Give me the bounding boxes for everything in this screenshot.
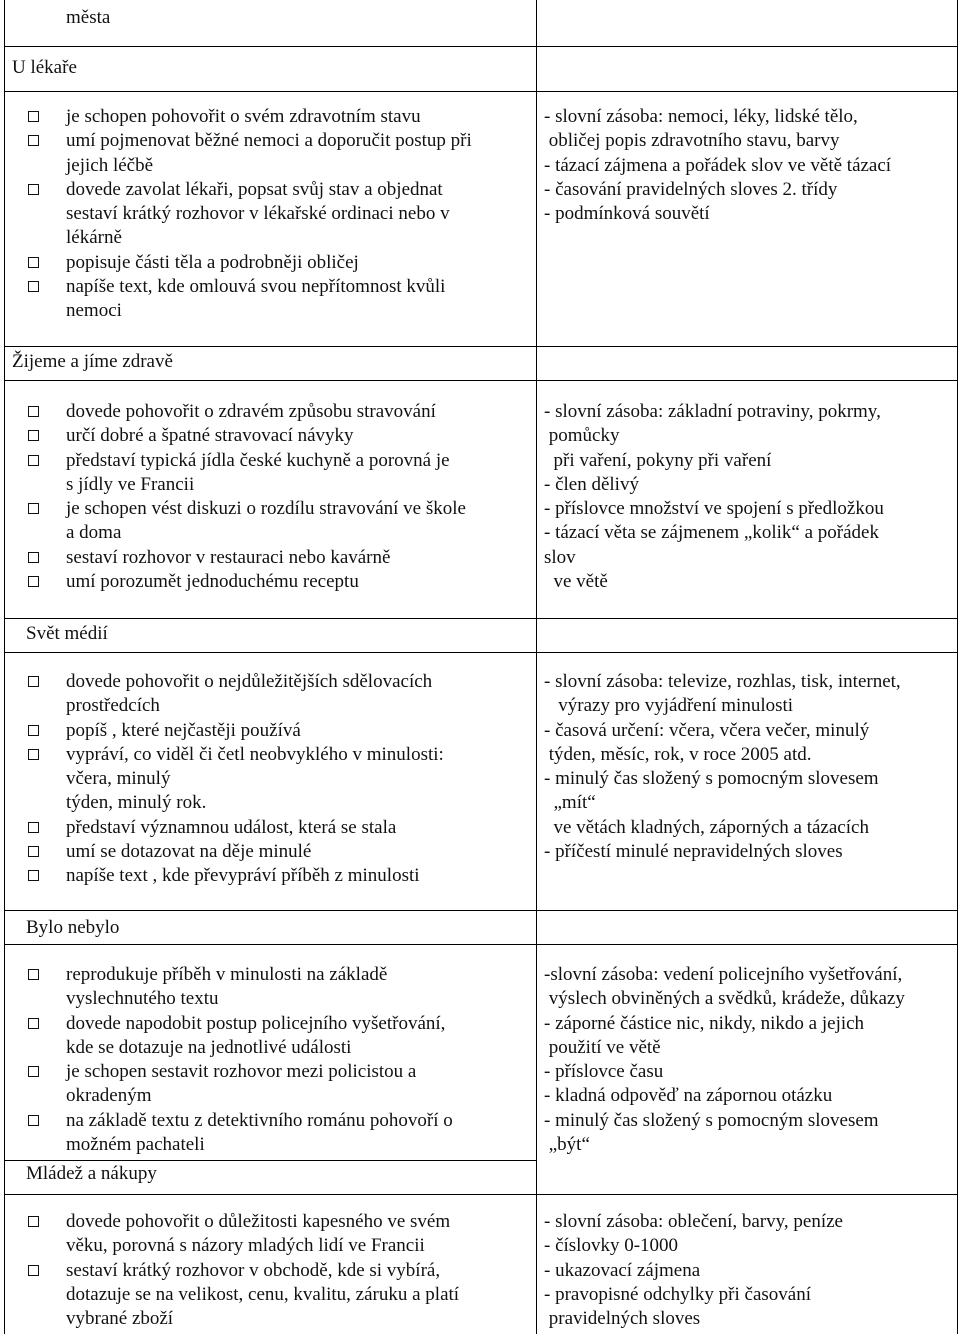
list-item: [12, 1210, 532, 1259]
list-item-text: vyslechnutého textu: [66, 988, 219, 1010]
table-border-right: [957, 0, 958, 1334]
grammar-line: - minulý čas složený s pomocným slovesem: [544, 1109, 879, 1131]
grammar-line: výslech obviněných a svědků, krádeže, důkazy: [544, 988, 905, 1010]
checkbox-bullet-icon: [28, 1216, 39, 1227]
list-item-text: věku, porovná s názory mladých lidí ve Francii: [66, 1235, 425, 1257]
grammar-line: - podmínková souvětí: [544, 203, 710, 225]
checkbox-bullet-icon: [28, 455, 39, 466]
grammar-line: - tázací zájmena a pořádek slov ve větě tázací: [544, 154, 892, 176]
grammar-line: - kladná odpověď na zápornou otázku: [544, 1085, 833, 1107]
section-title-bylo-nebylo: Bylo nebylo: [26, 917, 120, 938]
list-item-text: nemoci: [66, 300, 122, 322]
section-title-u-lekare: U lékaře: [12, 57, 77, 78]
grammar-line: ve větě: [544, 571, 608, 593]
list-item-text: představí typická jídla české kuchyně a porovná je: [66, 449, 450, 471]
checkbox-bullet-icon: [28, 1018, 39, 1029]
grammar-line: slov: [544, 546, 576, 568]
table-row-divider: [4, 91, 958, 92]
table-row-divider: [4, 346, 958, 347]
list-item-text: možném pachateli: [66, 1134, 205, 1156]
section-1-grammar: [544, 400, 954, 594]
checkbox-bullet-icon: [28, 846, 39, 857]
grammar-line: obličej popis zdravotního stavu, barvy: [544, 130, 840, 152]
list-item-text: napíše text , kde převypráví příběh z minulosti: [66, 865, 420, 887]
checkbox-bullet-icon: [28, 257, 39, 268]
list-item: [12, 1109, 532, 1158]
checkbox-bullet-icon: [28, 725, 39, 736]
grammar-line: - časování pravidelných sloves 2. třídy: [544, 178, 838, 200]
checkbox-bullet-icon: [28, 503, 39, 514]
list-item-text: jejich léčbě: [66, 154, 154, 176]
checkbox-bullet-icon: [28, 430, 39, 441]
checkbox-bullet-icon: [28, 1066, 39, 1077]
section-3-grammar: [544, 963, 954, 1157]
grammar-line: týden, měsíc, rok, v roce 2005 atd.: [544, 743, 812, 765]
checkbox-bullet-icon: [28, 1115, 39, 1126]
list-item: [12, 546, 532, 570]
checkbox-bullet-icon: [28, 184, 39, 195]
list-item-text: týden, minulý rok.: [66, 792, 207, 814]
list-item: [12, 424, 532, 448]
table-border-left: [4, 0, 5, 1334]
list-item-text: je schopen pohovořit o svém zdravotním stavu: [66, 106, 421, 127]
list-item: [12, 178, 532, 251]
table-row-divider: [4, 380, 958, 381]
grammar-line: - pravopisné odchylky při časování: [544, 1283, 811, 1305]
list-item: [12, 251, 532, 275]
list-item: [12, 400, 532, 424]
section-4-grammar: [544, 1210, 954, 1331]
list-item: [12, 743, 532, 816]
grammar-line: -slovní zásoba: vedení policejního vyšetřování,: [544, 964, 903, 985]
grammar-line: ve větách kladných, záporných a tázacích: [544, 816, 869, 838]
section-0-grammar: [544, 105, 954, 226]
list-item: [12, 864, 532, 888]
section-title-mladez: Mládež a nákupy: [26, 1163, 157, 1184]
grammar-line: - záporné částice nic, nikdy, nikdo a jejich: [544, 1012, 865, 1034]
grammar-line: pravidelných sloves: [544, 1308, 701, 1330]
table-row-divider: [4, 1194, 958, 1195]
grammar-line: - časová určení: včera, včera večer, minulý: [544, 719, 870, 741]
grammar-line: - ukazovací zájmena: [544, 1259, 701, 1281]
grammar-line: při vaření, pokyny při vaření: [544, 449, 772, 471]
list-item-text: dovede zavolat lékaři, popsat svůj stav a objednat: [66, 178, 443, 200]
list-item-text: určí dobré a špatné stravovací návyky: [66, 425, 354, 447]
list-item-text: kde se dotazuje na jednotlivé události: [66, 1036, 352, 1058]
grammar-line: - slovní zásoba: základní potraviny, pokrmy,: [544, 401, 881, 422]
section-3-list: [12, 963, 532, 1157]
section-title-svet-medii: Svět médií: [26, 623, 108, 644]
list-item-text: vybrané zboží: [66, 1308, 174, 1330]
grammar-line: - slovní zásoba: oblečení, barvy, peníze: [544, 1211, 843, 1232]
list-item-text: okradeným: [66, 1085, 152, 1107]
table-row-divider: [4, 944, 958, 945]
table-border-middle: [536, 0, 537, 1334]
list-item-text: prostředcích: [66, 695, 160, 717]
list-item: [12, 840, 532, 864]
grammar-line: - tázací věta se zájmenem „kolik“ a pořádek: [544, 522, 879, 544]
grammar-line: „mít“: [544, 792, 596, 814]
list-item: [12, 1060, 532, 1109]
list-item-text: dovede pohovořit o nejdůležitějších sdělovacích: [66, 671, 433, 692]
checkbox-bullet-icon: [28, 552, 39, 563]
list-item-text: na základě textu z detektivního románu pohovoří o: [66, 1109, 453, 1131]
grammar-line: - číslovky 0-1000: [544, 1235, 679, 1257]
grammar-line: výrazy pro vyjádření minulosti: [544, 695, 794, 717]
list-item-text: umí porozumět jednoduchému receptu: [66, 571, 359, 593]
section-4-list: [12, 1210, 532, 1331]
list-item: [12, 105, 532, 129]
list-item-text: dotazuje se na velikost, cenu, kvalitu, záruku a platí: [66, 1283, 460, 1305]
list-item: [12, 670, 532, 719]
list-item-text: sestaví krátký rozhovor v obchodě, kde si vybírá,: [66, 1259, 441, 1281]
table-row-divider: [4, 1160, 536, 1161]
table-row-divider: [4, 618, 958, 619]
checkbox-bullet-icon: [28, 135, 39, 146]
list-item-text: napíše text, kde omlouvá svou nepřítomnost kvůli: [66, 276, 446, 298]
grammar-line: - minulý čas složený s pomocným slovesem: [544, 768, 879, 790]
checkbox-bullet-icon: [28, 969, 39, 980]
list-item: [12, 816, 532, 840]
list-item: [12, 1259, 532, 1332]
list-item-text: představí významnou událost, která se stala: [66, 816, 397, 838]
checkbox-bullet-icon: [28, 822, 39, 833]
grammar-line: - příslovce času: [544, 1061, 664, 1083]
section-2-list: [12, 670, 532, 889]
list-item-text: je schopen vést diskuzi o rozdílu stravování ve škole: [66, 498, 466, 520]
grammar-line: použití ve větě: [544, 1036, 661, 1058]
list-item: [12, 963, 532, 1012]
list-item-text: lékárně: [66, 227, 122, 249]
list-item: [12, 129, 532, 178]
list-item-text: reprodukuje příběh v minulosti na základě: [66, 964, 388, 985]
checkbox-bullet-icon: [28, 1265, 39, 1276]
list-item: [12, 449, 532, 498]
checkbox-bullet-icon: [28, 676, 39, 687]
list-item: [12, 275, 532, 324]
list-item-text: s jídly ve Francii: [66, 473, 195, 495]
grammar-line: pomůcky: [544, 425, 620, 447]
section-2-grammar: [544, 670, 954, 864]
table-row-divider: [4, 652, 958, 653]
list-item-text: dovede pohovořit o důležitosti kapesného ve svém: [66, 1211, 451, 1232]
section-1-list: [12, 400, 532, 594]
list-item: [12, 570, 532, 594]
list-item-text: umí pojmenovat běžné nemoci a doporučit postup při: [66, 130, 472, 152]
checkbox-bullet-icon: [28, 111, 39, 122]
table-row-divider: [4, 910, 958, 911]
list-item-text: popíš , které nejčastěji používá: [66, 719, 301, 741]
checkbox-bullet-icon: [28, 281, 39, 292]
section-0-list: [12, 105, 532, 324]
list-item: [12, 497, 532, 546]
list-item-text: včera, minulý: [66, 768, 171, 790]
top-cell-text: města: [66, 7, 111, 28]
list-item-text: dovede pohovořit o zdravém způsobu stravování: [66, 401, 436, 422]
checkbox-bullet-icon: [28, 406, 39, 417]
list-item: [12, 1012, 532, 1061]
section-title-zijeme: Žijeme a jíme zdravě: [12, 351, 173, 372]
grammar-line: - příčestí minulé nepravidelných sloves: [544, 841, 843, 863]
grammar-line: - slovní zásoba: televize, rozhlas, tisk, internet,: [544, 671, 901, 692]
list-item-text: popisuje části těla a podrobněji obličej: [66, 251, 359, 273]
list-item-text: sestaví krátký rozhovor v lékařské ordinaci nebo v: [66, 203, 450, 225]
list-item-text: a doma: [66, 522, 122, 544]
checkbox-bullet-icon: [28, 870, 39, 881]
list-item-text: vypráví, co viděl či četl neobvyklého v minulosti:: [66, 743, 444, 765]
list-item-text: sestaví rozhovor v restauraci nebo kavárně: [66, 546, 391, 568]
grammar-line: - slovní zásoba: nemoci, léky, lidské tělo,: [544, 106, 858, 127]
table-row-divider: [4, 46, 958, 47]
list-item-text: umí se dotazovat na děje minulé: [66, 841, 312, 863]
checkbox-bullet-icon: [28, 576, 39, 587]
list-item-text: dovede napodobit postup policejního vyšetřování,: [66, 1012, 446, 1034]
grammar-line: „být“: [544, 1134, 590, 1156]
grammar-line: - člen dělivý: [544, 473, 639, 495]
grammar-line: - příslovce množství ve spojení s předložkou: [544, 498, 884, 520]
list-item: [12, 719, 532, 743]
checkbox-bullet-icon: [28, 749, 39, 760]
list-item-text: je schopen sestavit rozhovor mezi policistou a: [66, 1061, 417, 1083]
